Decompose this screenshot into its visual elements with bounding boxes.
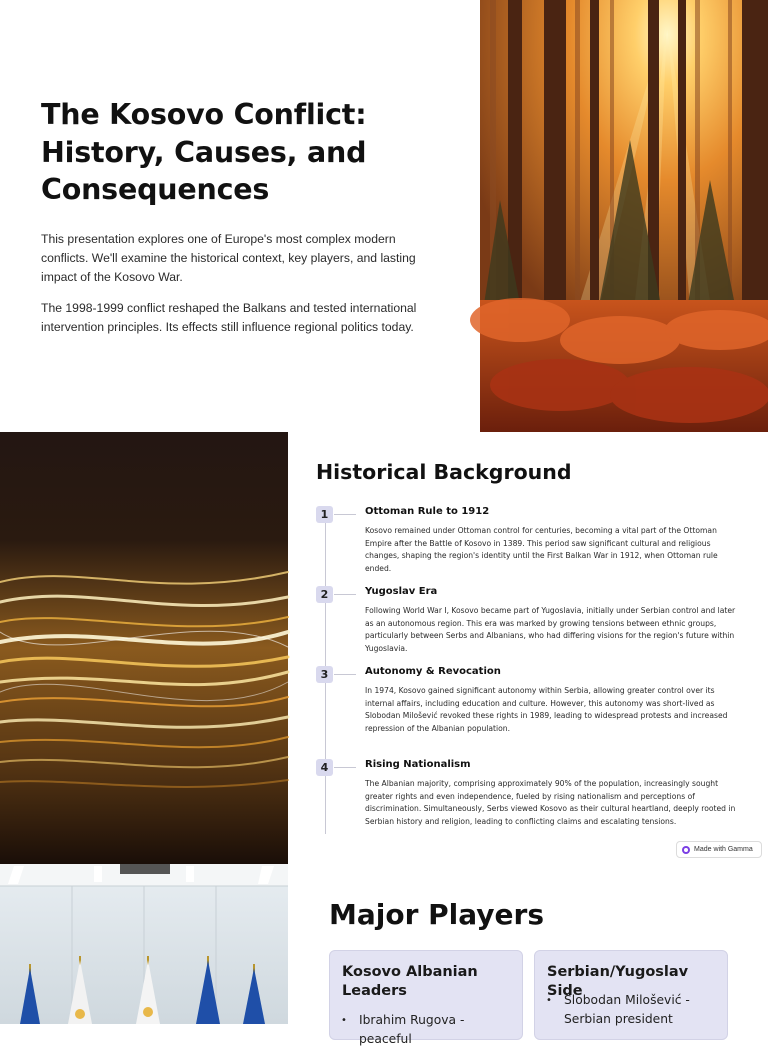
- timeline-body: In 1974, Kosovo gained significant autonomy within Serbia, allowing greater control over its internal affairs, including education and culture. However, this autonomy was short-lived as Slobodan Milošević revoked these rights in 1989, leading to widespread protests and increased repression of the Albanian population.: [365, 686, 728, 733]
- timeline-connector: [334, 674, 356, 675]
- made-with-gamma-badge[interactable]: [676, 841, 762, 858]
- page-title: The Kosovo Conflict: History, Causes, and Consequences: [41, 98, 367, 206]
- timeline-number-badge: 1: [316, 506, 333, 523]
- timeline-body: Following World War I, Kosovo became part of Yugoslavia, initially under Serbian control and later as an autonomous region. This era was marked by growing tensions between ethnic groups, particularly between Serbs and Albanians, who had differing visions for the region's future within Yugoslavia.: [365, 606, 736, 653]
- card-title: Kosovo Albanian Leaders: [342, 964, 478, 999]
- timeline-number-badge: 4: [316, 759, 333, 776]
- timeline-connector: [334, 514, 356, 515]
- slide-title: [0, 0, 768, 432]
- list-item: • Slobodan Milošević - Serbian president: [535, 991, 725, 1029]
- made-with-gamma-label: Made with Gamma: [694, 846, 753, 853]
- flags-room-image: [0, 864, 288, 1024]
- autumn-forest-image: [480, 0, 768, 432]
- timeline-connector: [334, 767, 356, 768]
- timeline-heading: Ottoman Rule to 1912: [365, 506, 490, 517]
- slide-historical-background: [0, 432, 768, 864]
- light-trails-image: [0, 432, 288, 864]
- card-title: Serbian/Yugoslav Side: [547, 964, 689, 999]
- list-item: • Ibrahim Rugova - peaceful: [330, 1011, 520, 1049]
- card-list: [330, 1011, 520, 1049]
- player-card: [534, 950, 728, 1040]
- timeline-heading: Rising Nationalism: [365, 759, 471, 770]
- timeline-body: Kosovo remained under Ottoman control for centuries, becoming a vital part of the Ottoman Empire after the Battle of Kosovo in 1389. This period saw significant cultural and religious changes, shaping the region's identity until the First Balkan War in 1912, when Ottoman rule ended.: [365, 526, 718, 573]
- timeline-connector: [334, 594, 356, 595]
- timeline-heading: Autonomy & Revocation: [365, 666, 501, 677]
- intro-paragraph-1: This presentation explores one of Europe's most complex modern conflicts. We'll examine the historical context, key players, and lasting impact of the Kosovo War.: [41, 231, 416, 284]
- timeline-number-badge: 2: [316, 586, 333, 603]
- timeline-heading: Yugoslav Era: [365, 586, 438, 597]
- gamma-logo-icon: [682, 846, 690, 854]
- timeline-number-badge: 3: [316, 666, 333, 683]
- slide-major-players: [0, 864, 768, 1046]
- section-title-historical-background: Historical Background: [316, 460, 572, 484]
- player-card: [329, 950, 523, 1046]
- intro-paragraph-2: The 1998-1999 conflict reshaped the Balkans and tested international intervention principles. Its effects still influence regional politics today.: [41, 300, 417, 334]
- section-title-major-players: Major Players: [329, 898, 545, 931]
- timeline-body: The Albanian majority, comprising approximately 90% of the population, increasingly sought greater rights and even independence, fueled by rising nationalism and perceptions of discrimination. Simultaneously, Serbs viewed Kosovo as their cultural heartland, deeply rooted in Serbian history and religion, leading to conflicting claims and escalating tensions.: [365, 779, 736, 826]
- card-list: [535, 991, 725, 1029]
- title-text-block: [41, 96, 441, 349]
